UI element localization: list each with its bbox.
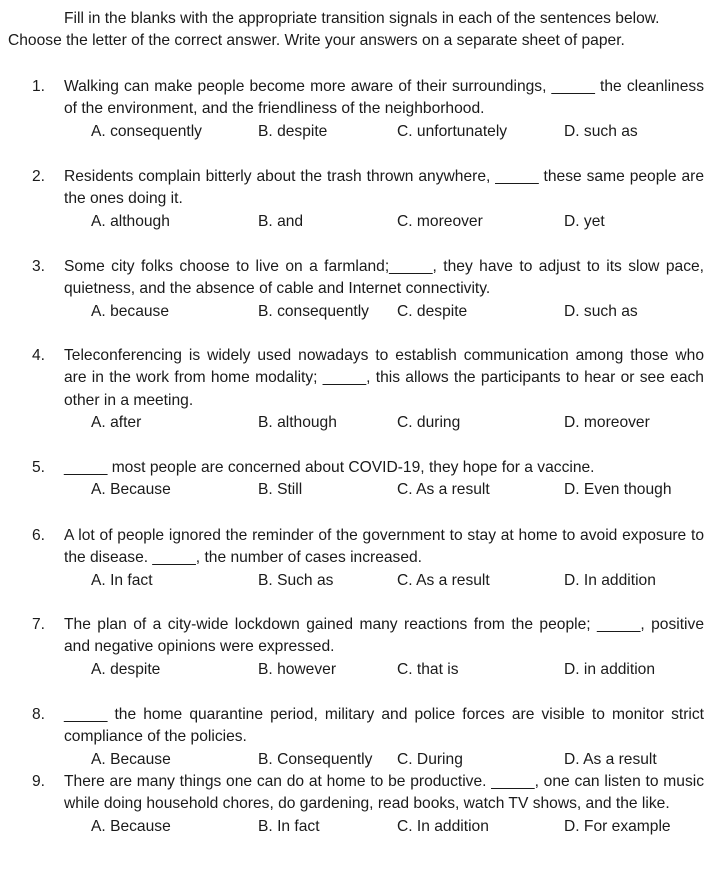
option-b: B. Such as [258, 571, 334, 589]
option-c: C. As a result [397, 571, 490, 589]
question-text: The plan of a city-wide lockdown gained many reactions from the people; _____, positive and negative opinions were expressed. [64, 616, 704, 656]
option-c: C. during [397, 414, 461, 432]
question-number: 3. [32, 258, 46, 275]
question-text: There are many things one can do at home to be productive. _____, one can listen to music while doing household chores, do gardening, read books, watch TV shows, and the like. [64, 773, 704, 813]
option-b: B. and [258, 212, 304, 230]
option-a: A. Because [91, 750, 171, 768]
instructions-line-1: Fill in the blanks with the appropriate transition signals in each of the sentences below. [64, 10, 660, 27]
answer-options [0, 412, 723, 434]
option-b: B. however [258, 660, 337, 678]
option-c: C. that is [397, 660, 459, 678]
question-number: 8. [32, 706, 46, 723]
option-d: D. In addition [564, 571, 656, 589]
question-number: 9. [32, 773, 46, 790]
answer-options [0, 301, 723, 323]
option-a: A. Because [91, 481, 171, 499]
question-number: 2. [32, 168, 46, 185]
option-a: A. although [91, 212, 170, 230]
answer-options [0, 570, 723, 592]
question-number: 7. [32, 616, 46, 633]
question-text: _____ most people are concerned about COVID-19, they hope for a vaccine. [64, 459, 595, 476]
option-b: B. although [258, 414, 337, 432]
answer-options [0, 816, 723, 838]
option-a: A. In fact [91, 571, 153, 589]
option-a: A. consequently [91, 122, 202, 140]
option-a: A. because [91, 302, 170, 320]
question-7 [0, 614, 723, 681]
option-b: B. consequently [258, 302, 369, 320]
question-text: A lot of people ignored the reminder of the government to stay at home to avoid exposure to the disease. _____, the number of cases increased. [64, 527, 704, 567]
question-8 [0, 704, 723, 771]
question-number: 5. [32, 459, 46, 476]
option-a: A. Because [91, 817, 171, 835]
question-2 [0, 166, 723, 233]
option-d: D. Even though [564, 481, 672, 499]
option-a: A. after [91, 414, 142, 432]
question-number: 6. [32, 527, 46, 544]
instructions-line-2: Choose the letter of the correct answer. Write your answers on a separate sheet of paper. [8, 32, 625, 50]
question-4 [0, 345, 723, 434]
option-b: B. Consequently [258, 750, 373, 768]
option-c: C. In addition [397, 817, 489, 835]
option-b: B. Still [258, 481, 303, 499]
answer-options [0, 749, 723, 771]
option-c: C. During [397, 750, 463, 768]
option-c: C. unfortunately [397, 122, 508, 140]
option-d: D. moreover [564, 414, 650, 432]
question-text: Residents complain bitterly about the trash thrown anywhere, _____ these same people are the ones doing it. [64, 168, 704, 208]
question-text: Some city folks choose to live on a farmland;_____, they have to adjust to its slow pace, quietness, and the absence of cable and Internet connectivity. [64, 258, 704, 298]
answer-options [0, 659, 723, 681]
option-d: D. in addition [564, 660, 656, 678]
question-number: 4. [32, 347, 46, 364]
option-d: D. such as [564, 302, 638, 320]
option-d: D. As a result [564, 750, 657, 768]
question-text: Walking can make people become more aware of their surroundings, _____ the cleanliness of the environment, and the friendliness of the neighborhood. [64, 78, 704, 118]
option-c: C. As a result [397, 481, 490, 499]
question-3 [0, 256, 723, 323]
option-c: C. despite [397, 302, 468, 320]
question-6 [0, 525, 723, 592]
question-9 [0, 771, 723, 838]
question-text: Teleconferencing is widely used nowadays to establish communication among those who are in the work from home modality; _____, this allows the participants to hear or see each other in a meeting. [64, 347, 704, 409]
question-number: 1. [32, 78, 46, 95]
option-a: A. despite [91, 660, 161, 678]
option-d: D. For example [564, 817, 671, 835]
question-text: _____ the home quarantine period, military and police forces are visible to monitor strict compliance of the policies. [64, 706, 704, 746]
answer-options [0, 121, 723, 143]
question-5 [0, 457, 723, 501]
option-d: D. yet [564, 212, 605, 230]
instructions [8, 8, 708, 53]
option-b: B. despite [258, 122, 328, 140]
question-1 [0, 76, 723, 143]
option-b: B. In fact [258, 817, 320, 835]
answer-options [0, 479, 723, 501]
option-c: C. moreover [397, 212, 483, 230]
answer-options [0, 211, 723, 233]
option-d: D. such as [564, 122, 638, 140]
